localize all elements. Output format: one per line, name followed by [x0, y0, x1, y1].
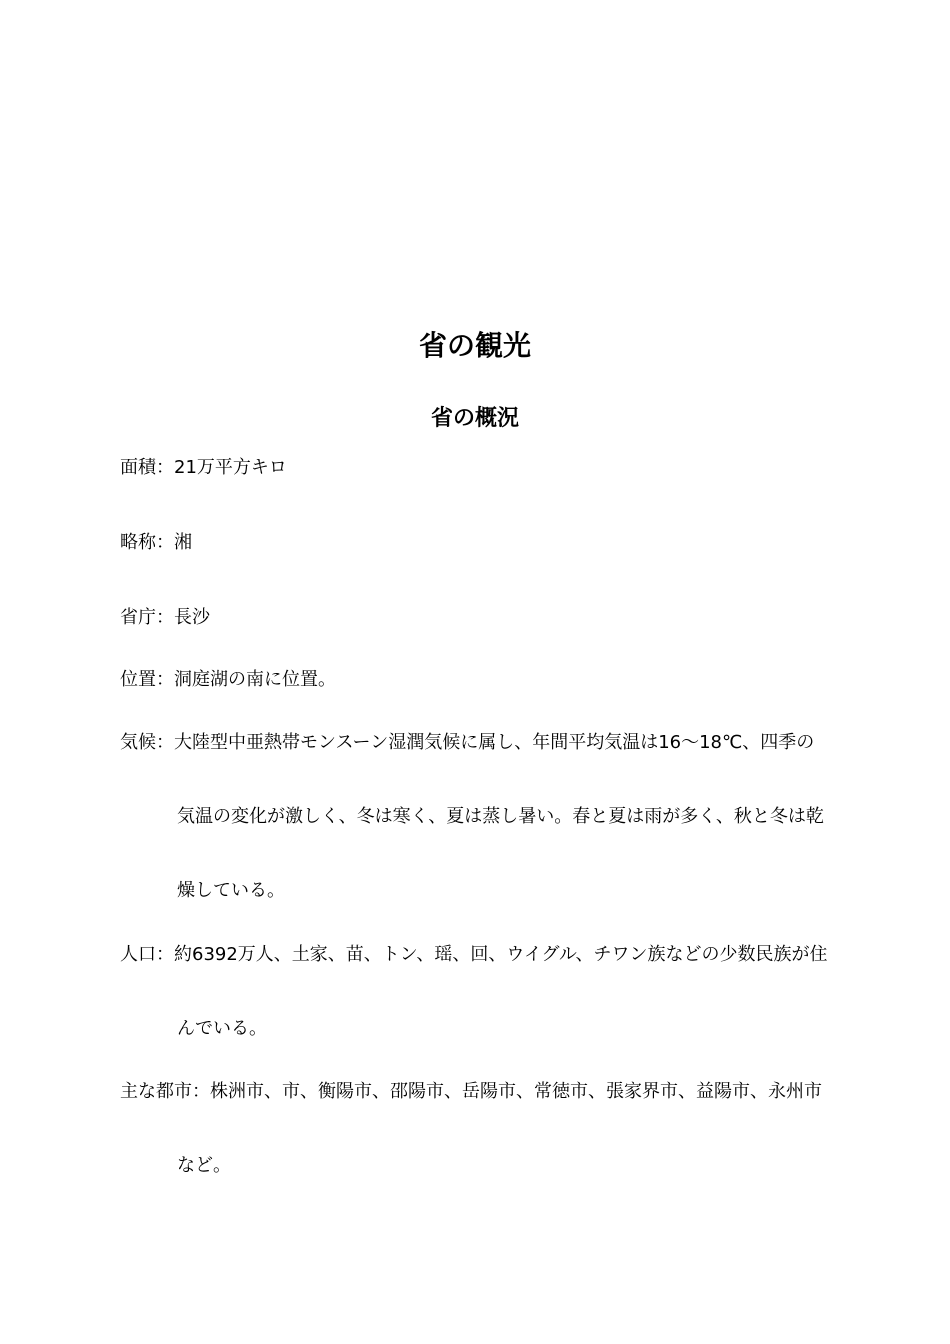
field-value: 大陸型中亜熱帯モンスーン湿潤気候に属し、年間平均気温は16～18℃、四季の気温の変化が激しく、冬は寒く、夏は蒸し暑い。春と夏は雨が多く、秋と冬は乾燥している。	[174, 732, 824, 901]
field-label: 略称：	[120, 532, 174, 553]
field-major-cities	[120, 1055, 830, 1203]
field-population	[120, 918, 830, 1066]
field-value: 21万平方キロ	[174, 457, 287, 478]
field-value: 約6392万人、土家、苗、トン、瑶、回、ウイグル、チワン族などの少数民族が住んでいる。	[174, 944, 828, 1039]
field-label: 面積：	[120, 457, 174, 478]
field-label: 主な都市：	[120, 1081, 210, 1102]
field-value: 洞庭湖の南に位置。	[174, 669, 336, 690]
field-label: 人口：	[120, 944, 174, 965]
field-value: 長沙	[174, 607, 210, 628]
section-title: 省の概況	[430, 406, 519, 431]
page-title: 省の観光	[418, 329, 531, 362]
field-value: 湘	[174, 532, 192, 553]
field-climate	[120, 706, 830, 928]
field-value: 株洲市、市、衡陽市、邵陽市、岳陽市、常徳市、張家界市、益陽市、永州市など。	[177, 1081, 822, 1176]
field-area	[120, 431, 830, 505]
field-label: 省庁：	[120, 607, 174, 628]
field-label: 位置：	[120, 669, 174, 690]
field-label: 気候：	[120, 732, 174, 753]
field-abbreviation	[120, 506, 830, 580]
